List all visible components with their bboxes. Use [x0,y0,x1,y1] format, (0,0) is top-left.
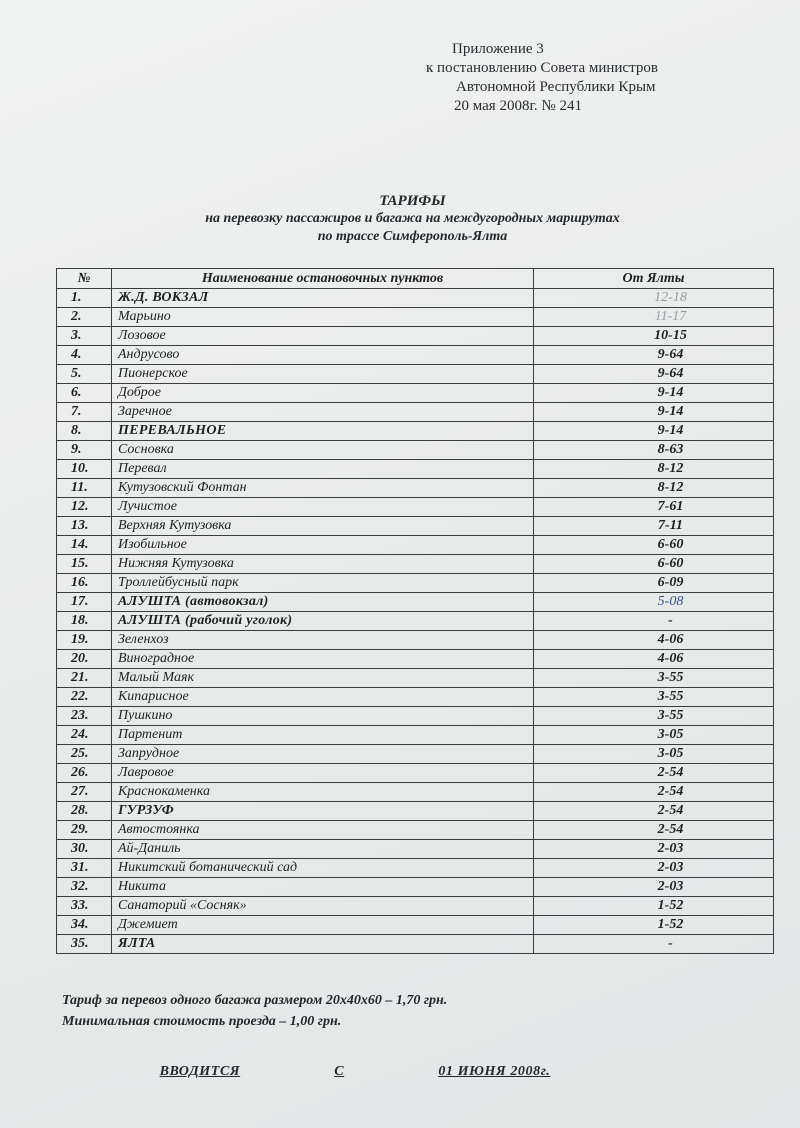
row-number: 8. [57,422,112,441]
stop-name: Пионерское [112,365,534,384]
row-number: 20. [57,650,112,669]
header-number: № [57,269,112,289]
table-row [57,365,774,384]
stop-name: Заречное [112,403,534,422]
fare-value: 4-06 [534,650,774,669]
stop-name: Запрудное [112,745,534,764]
row-number: 4. [57,346,112,365]
table-row [57,479,774,498]
table-row [57,783,774,802]
table-row [57,897,774,916]
stop-name: Изобильное [112,536,534,555]
stop-name: Пушкино [112,707,534,726]
stop-name: Партенит [112,726,534,745]
table-row [57,935,774,954]
fare-value: 8-12 [534,460,774,479]
baggage-note: Тариф за перевоз одного багажа размером 20х40х60 – 1,70 грн. [62,993,448,1008]
table-row [57,916,774,935]
table-row [57,802,774,821]
row-number: 25. [57,745,112,764]
row-number: 27. [57,783,112,802]
stop-name: Кипарисное [112,688,534,707]
header-fare: От Ялты [534,269,774,289]
fare-value: 2-03 [534,840,774,859]
row-number: 2. [57,308,112,327]
stop-name: Перевал [112,460,534,479]
stop-name: Верхняя Кутузовка [112,517,534,536]
stop-name: Кутузовский Фонтан [112,479,534,498]
row-number: 35. [57,935,112,954]
row-number: 22. [57,688,112,707]
minimum-fare-note: Минимальная стоимость проезда – 1,00 грн. [62,1014,342,1029]
fare-value: 9-14 [534,384,774,403]
appendix-decree: к постановлению Совета министров [426,60,658,76]
stop-name: Джемиет [112,916,534,935]
fare-value: 10-15 [534,327,774,346]
table-row [57,422,774,441]
row-number: 3. [57,327,112,346]
table-row [57,612,774,631]
table-row [57,764,774,783]
stop-name: Троллейбусный парк [112,574,534,593]
table-header-row [57,269,774,289]
stop-name: Лозовое [112,327,534,346]
title-heading: ТАРИФЫ [379,193,446,209]
row-number: 29. [57,821,112,840]
row-number: 31. [57,859,112,878]
table-row [57,650,774,669]
row-number: 11. [57,479,112,498]
effective-date-value: 01 ИЮНЯ 2008г. [438,1064,551,1079]
effective-prefix: ВВОДИТСЯ [159,1064,241,1079]
stop-name: Сосновка [112,441,534,460]
fare-value: 3-55 [534,669,774,688]
stop-name: Никитский ботанический сад [112,859,534,878]
table-row [57,821,774,840]
fares-table [56,268,774,954]
table-row [57,669,774,688]
row-number: 1. [57,289,112,308]
table-row [57,745,774,764]
stop-name: ПЕРЕВАЛЬНОЕ [112,422,534,441]
fare-value: 9-14 [534,422,774,441]
table-row [57,498,774,517]
fare-value: - [534,935,774,954]
fare-value: 9-64 [534,346,774,365]
fare-value: 5-08 [534,593,774,612]
table-row [57,593,774,612]
appendix-header [420,40,700,116]
row-number: 26. [57,764,112,783]
fare-value: 3-05 [534,726,774,745]
stop-name: Виноградное [112,650,534,669]
table-row [57,403,774,422]
stop-name: АЛУШТА (автовокзал) [112,593,534,612]
fare-value: 2-54 [534,821,774,840]
tariff-notes [62,990,447,1032]
row-number: 34. [57,916,112,935]
row-number: 6. [57,384,112,403]
stop-name: АЛУШТА (рабочий уголок) [112,612,534,631]
fare-value: 2-54 [534,764,774,783]
fare-value: 7-61 [534,498,774,517]
row-number: 15. [57,555,112,574]
table-row [57,384,774,403]
stop-name: Малый Маяк [112,669,534,688]
table-row [57,726,774,745]
fare-value: 2-03 [534,878,774,897]
stop-name: Автостоянка [112,821,534,840]
fare-value: 6-60 [534,536,774,555]
title-subtitle: на перевозку пассажиров и багажа на междугородных маршрутах [205,211,620,226]
row-number: 16. [57,574,112,593]
row-number: 28. [57,802,112,821]
table-row [57,289,774,308]
table-row [57,631,774,650]
stop-name: Ай-Даниль [112,840,534,859]
table-row [57,574,774,593]
header-stop-name: Наименование остановочных пунктов [112,269,534,289]
title-route: по трассе Симферополь-Ялта [317,229,508,244]
fare-value: 6-09 [534,574,774,593]
stop-name: Никита [112,878,534,897]
effective-date [0,1064,800,1080]
stop-name: Марьино [112,308,534,327]
table-row [57,346,774,365]
stop-name: Доброе [112,384,534,403]
fare-value: 2-54 [534,783,774,802]
row-number: 30. [57,840,112,859]
table-row [57,460,774,479]
effective-from: С [334,1064,345,1079]
fare-value: 9-14 [534,403,774,422]
stop-name: Нижняя Кутузовка [112,555,534,574]
row-number: 21. [57,669,112,688]
row-number: 32. [57,878,112,897]
row-number: 18. [57,612,112,631]
fare-value: 1-52 [534,916,774,935]
fare-value: 1-52 [534,897,774,916]
fare-value: 6-60 [534,555,774,574]
stop-name: Ж.Д. ВОКЗАЛ [112,289,534,308]
stop-name: Андрусово [112,346,534,365]
fare-value: 7-11 [534,517,774,536]
row-number: 12. [57,498,112,517]
table-row [57,536,774,555]
stop-name: Краснокаменка [112,783,534,802]
fare-value: 3-05 [534,745,774,764]
table-row [57,441,774,460]
fare-value: 4-06 [534,631,774,650]
appendix-number: Приложение 3 [452,41,544,57]
fare-value: 2-03 [534,859,774,878]
fare-value: 9-64 [534,365,774,384]
table-row [57,840,774,859]
appendix-date: 20 мая 2008г. № 241 [454,98,582,114]
table-body [57,289,774,954]
row-number: 19. [57,631,112,650]
table-row [57,517,774,536]
document-title [0,193,800,246]
stop-name: Лавровое [112,764,534,783]
stop-name: Лучистое [112,498,534,517]
fare-value: 3-55 [534,688,774,707]
appendix-republic: Автономной Республики Крым [456,79,656,95]
row-number: 17. [57,593,112,612]
row-number: 14. [57,536,112,555]
fare-value: 2-54 [534,802,774,821]
table-row [57,859,774,878]
row-number: 13. [57,517,112,536]
table-row [57,308,774,327]
fare-value: 11-17 [534,308,774,327]
fare-value: 8-63 [534,441,774,460]
stop-name: Зеленхоз [112,631,534,650]
row-number: 24. [57,726,112,745]
row-number: 23. [57,707,112,726]
stop-name: Санаторий «Сосняк» [112,897,534,916]
fare-value: 8-12 [534,479,774,498]
row-number: 5. [57,365,112,384]
row-number: 9. [57,441,112,460]
stop-name: ГУРЗУФ [112,802,534,821]
fare-value: 3-55 [534,707,774,726]
row-number: 10. [57,460,112,479]
fare-value: - [534,612,774,631]
fare-value: 12-18 [534,289,774,308]
stop-name: ЯЛТА [112,935,534,954]
table-row [57,707,774,726]
table-row [57,878,774,897]
row-number: 33. [57,897,112,916]
table-row [57,327,774,346]
row-number: 7. [57,403,112,422]
table-row [57,555,774,574]
table-row [57,688,774,707]
